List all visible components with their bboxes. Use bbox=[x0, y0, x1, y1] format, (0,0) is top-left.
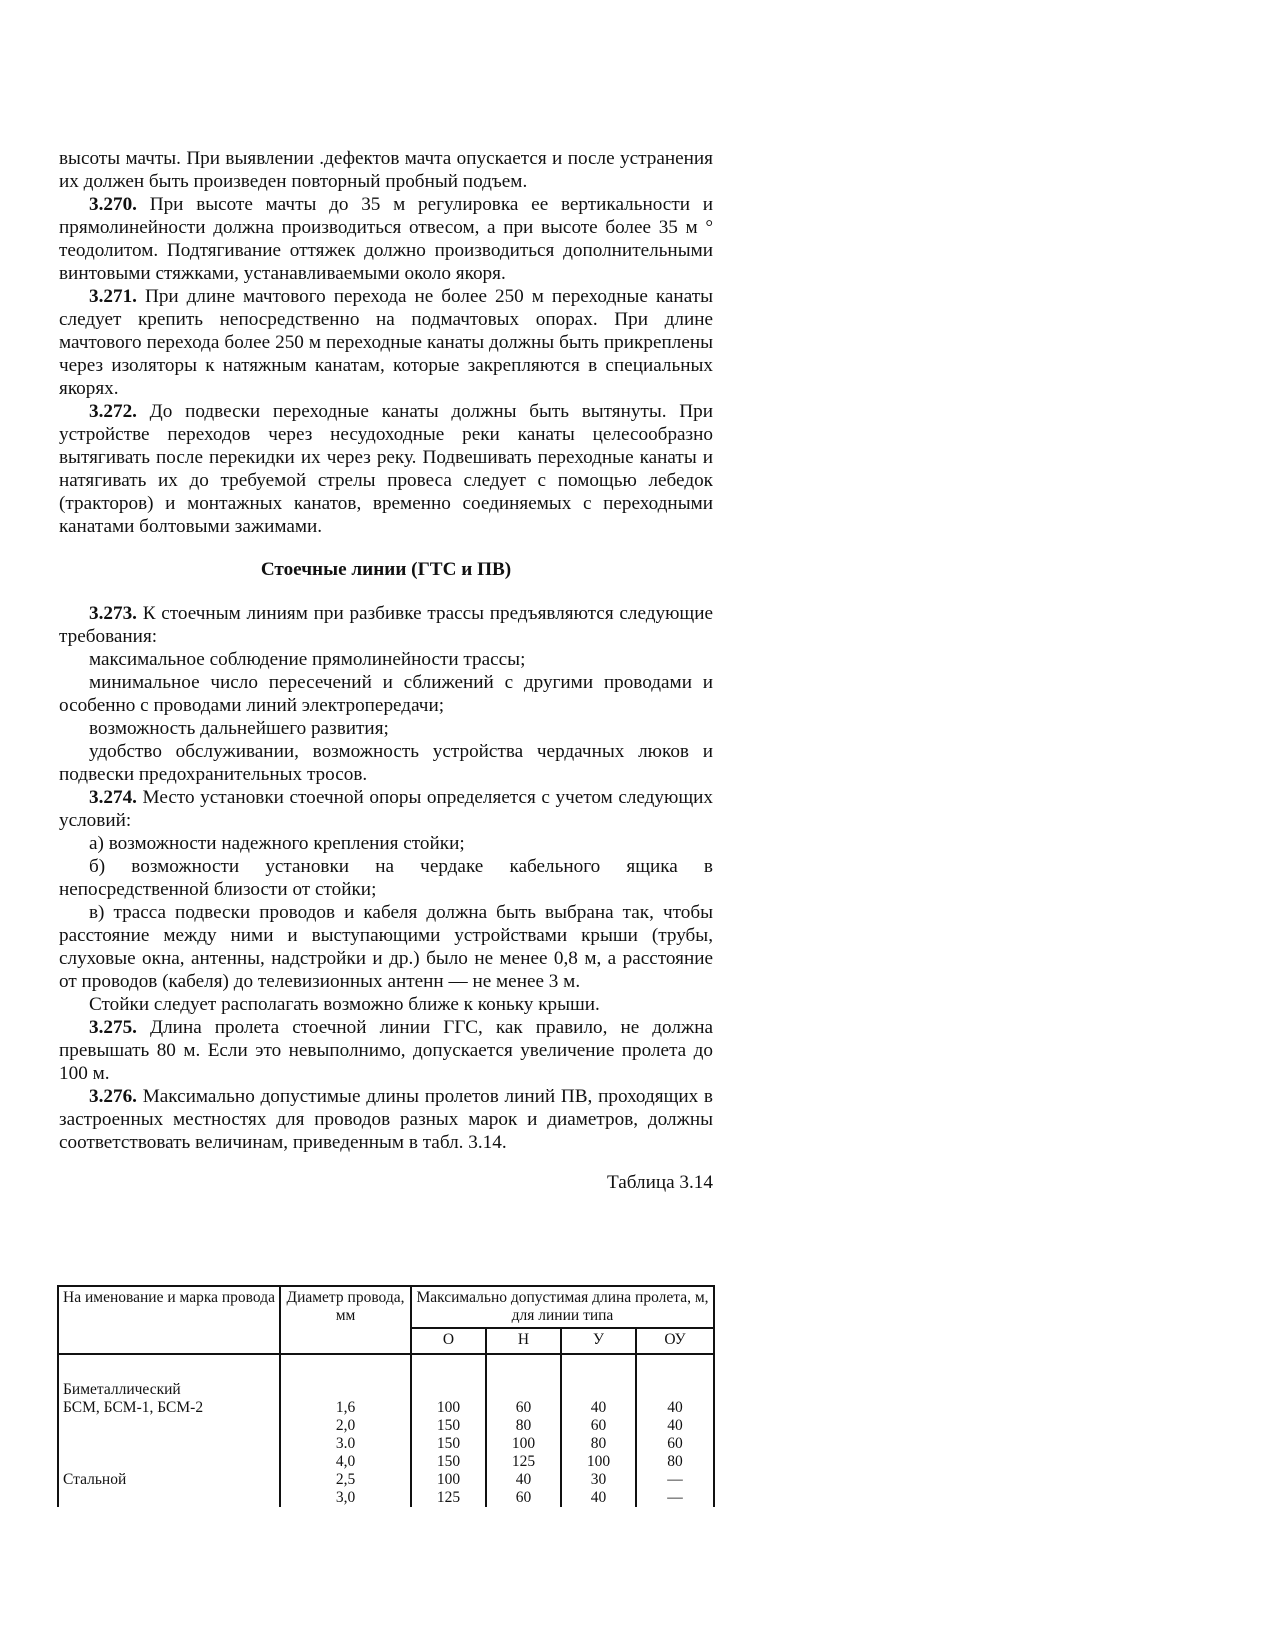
cell-n: 60 bbox=[486, 1399, 561, 1417]
cell-u: 60 bbox=[561, 1417, 636, 1435]
paragraph-3-273 bbox=[59, 602, 713, 648]
cell-name bbox=[58, 1489, 280, 1507]
table-row bbox=[58, 1453, 714, 1471]
cell-name bbox=[58, 1453, 280, 1471]
clause-number: 3.272. bbox=[89, 401, 137, 422]
cell-o bbox=[411, 1354, 486, 1399]
cell-u: 40 bbox=[561, 1399, 636, 1417]
paragraph-3-275 bbox=[59, 1016, 713, 1085]
cell-u: 100 bbox=[561, 1453, 636, 1471]
cell-o: 125 bbox=[411, 1489, 486, 1507]
clause-number: 3.270. bbox=[89, 194, 137, 215]
cell-diameter bbox=[280, 1354, 411, 1399]
header-type-u: У bbox=[561, 1328, 636, 1354]
table-row bbox=[58, 1435, 714, 1453]
cell-n bbox=[486, 1354, 561, 1399]
table-row bbox=[58, 1417, 714, 1435]
cell-o: 100 bbox=[411, 1471, 486, 1489]
table-row bbox=[58, 1354, 714, 1399]
header-span: Максимально допустимая длина пролета, м, для линии типа bbox=[411, 1286, 714, 1328]
cell-u: 40 bbox=[561, 1489, 636, 1507]
clause-number: 3.274. bbox=[89, 787, 137, 808]
cell-name bbox=[58, 1435, 280, 1453]
cell-o: 100 bbox=[411, 1399, 486, 1417]
paragraph-3-276 bbox=[59, 1085, 713, 1154]
cell-diameter: 3.0 bbox=[280, 1435, 411, 1453]
table-caption: Таблица 3.14 bbox=[606, 1172, 713, 1193]
section-heading: Стоечные линии (ГТС и ПВ) bbox=[260, 559, 512, 580]
table-row bbox=[58, 1471, 714, 1489]
paragraph-text: При длине мачтового перехода не более 250 м переходные канаты следует крепить непосредственно на подмачтовых опорах. При длине мачтового перехода более 250 м переходные канаты должны быть прикреплены через изоляторы к натяжным канатам, которые закрепляются в специальных якорях. bbox=[59, 286, 713, 399]
cell-diameter: 3,0 bbox=[280, 1489, 411, 1507]
cell-name: Стальной bbox=[58, 1471, 280, 1489]
list-item: максимальное соблюдение прямолинейности трассы; bbox=[89, 649, 526, 670]
document-body bbox=[59, 147, 713, 1200]
table-3-14 bbox=[57, 1285, 713, 1506]
cell-n: 100 bbox=[486, 1435, 561, 1453]
list-item: возможность дальнейшего развития; bbox=[89, 718, 389, 739]
header-name: На именование и марка провода bbox=[58, 1286, 280, 1354]
table-row bbox=[58, 1399, 714, 1417]
clause-number: 3.275. bbox=[89, 1017, 137, 1038]
paragraph-3-270 bbox=[59, 193, 713, 285]
paragraph-continuation bbox=[59, 147, 713, 193]
paragraph-text: Место установки стоечной опоры определяется с учетом следующих условий: bbox=[59, 787, 713, 831]
clause-number: 3.276. bbox=[89, 1086, 137, 1107]
cell-ou: — bbox=[636, 1489, 714, 1507]
cell-u bbox=[561, 1354, 636, 1399]
cell-diameter: 1,6 bbox=[280, 1399, 411, 1417]
cell-n: 80 bbox=[486, 1417, 561, 1435]
cell-o: 150 bbox=[411, 1453, 486, 1471]
cell-diameter: 4,0 bbox=[280, 1453, 411, 1471]
table-row bbox=[58, 1489, 714, 1507]
paragraph-text: До подвески переходные канаты должны быть вытянуты. При устройстве переходов через несудоходные реки канаты целесообразно вытягивать после перекидки их через реку. Подвешивать переходные канаты и натягивать их до требуемой стрелы провеса следует с помощью лебедок (тракторов) и монтажных канатов, временно соединяемых с переходными канатами болтовыми зажимами. bbox=[59, 401, 713, 537]
cell-u: 80 bbox=[561, 1435, 636, 1453]
paragraph-3-272 bbox=[59, 400, 713, 538]
cell-name: БСМ, БСМ-1, БСМ-2 bbox=[58, 1399, 280, 1417]
cell-ou: 40 bbox=[636, 1417, 714, 1435]
cell-ou: 40 bbox=[636, 1399, 714, 1417]
cell-ou: 80 bbox=[636, 1453, 714, 1471]
header-diameter: Диаметр провода, мм bbox=[280, 1286, 411, 1354]
clause-number: 3.273. bbox=[89, 603, 137, 624]
paragraph-text: высоты мачты. При выявлении .дефектов мачта опускается и после устранения их должен быть произведен повторный пробный подъем. bbox=[59, 148, 713, 192]
cell-ou: 60 bbox=[636, 1435, 714, 1453]
cell-diameter: 2,5 bbox=[280, 1471, 411, 1489]
list-item: минимальное число пересечений и сближений с другими проводами и особенно с проводами линий электропередачи; bbox=[59, 672, 713, 716]
cell-o: 150 bbox=[411, 1417, 486, 1435]
cell-name: Биметаллический bbox=[58, 1354, 280, 1399]
cell-ou bbox=[636, 1354, 714, 1399]
list-item: в) трасса подвески проводов и кабеля должна быть выбрана так, чтобы расстояние между ними и выступающими устройствами крыши (трубы, слуховые окна, антенны, надстройки и др.) было не менее 0,8 м, а расстояние от проводов (кабеля) до телевизионных антенн — не менее 3 м. bbox=[59, 902, 713, 992]
cell-name bbox=[58, 1417, 280, 1435]
cell-n: 40 bbox=[486, 1471, 561, 1489]
cell-ou: — bbox=[636, 1471, 714, 1489]
cell-o: 150 bbox=[411, 1435, 486, 1453]
data-table bbox=[57, 1285, 715, 1507]
clause-number: 3.271. bbox=[89, 286, 137, 307]
cell-n: 60 bbox=[486, 1489, 561, 1507]
header-type-n: Н bbox=[486, 1328, 561, 1354]
header-type-ou: ОУ bbox=[636, 1328, 714, 1354]
cell-n: 125 bbox=[486, 1453, 561, 1471]
list-item: а) возможности надежного крепления стойки; bbox=[89, 833, 465, 854]
cell-u: 30 bbox=[561, 1471, 636, 1489]
paragraph-text: К стоечным линиям при разбивке трассы предъявляются следующие требования: bbox=[59, 603, 713, 647]
paragraph-text: Стойки следует располагать возможно ближе к коньку крыши. bbox=[89, 994, 600, 1015]
paragraph-3-271 bbox=[59, 285, 713, 400]
paragraph-text: Длина пролета стоечной линии ГГС, как правило, не должна превышать 80 м. Если это невыполнимо, допускается увеличение пролета до 100 м. bbox=[59, 1017, 713, 1084]
cell-diameter: 2,0 bbox=[280, 1417, 411, 1435]
paragraph-text: При высоте мачты до 35 м регулировка ее вертикальности и прямолинейности должна производиться отвесом, а при высоте более 35 м ° теодолитом. Подтягивание оттяжек должно производиться дополнительными винтовыми стяжками, устанавливаемыми около якоря. bbox=[59, 194, 713, 284]
list-item: удобство обслуживании, возможность устройства чердачных люков и подвески предохранительных тросов. bbox=[59, 741, 713, 785]
list-item: б) возможности установки на чердаке кабельного ящика в непосредственной близости от стойки; bbox=[59, 856, 713, 900]
paragraph-text: Максимально допустимые длины пролетов линий ПВ, проходящих в застроенных местностях для проводов разных марок и диаметров, должны соответствовать величинам, приведенным в табл. 3.14. bbox=[59, 1086, 713, 1153]
paragraph-3-274 bbox=[59, 786, 713, 832]
header-type-o: О bbox=[411, 1328, 486, 1354]
